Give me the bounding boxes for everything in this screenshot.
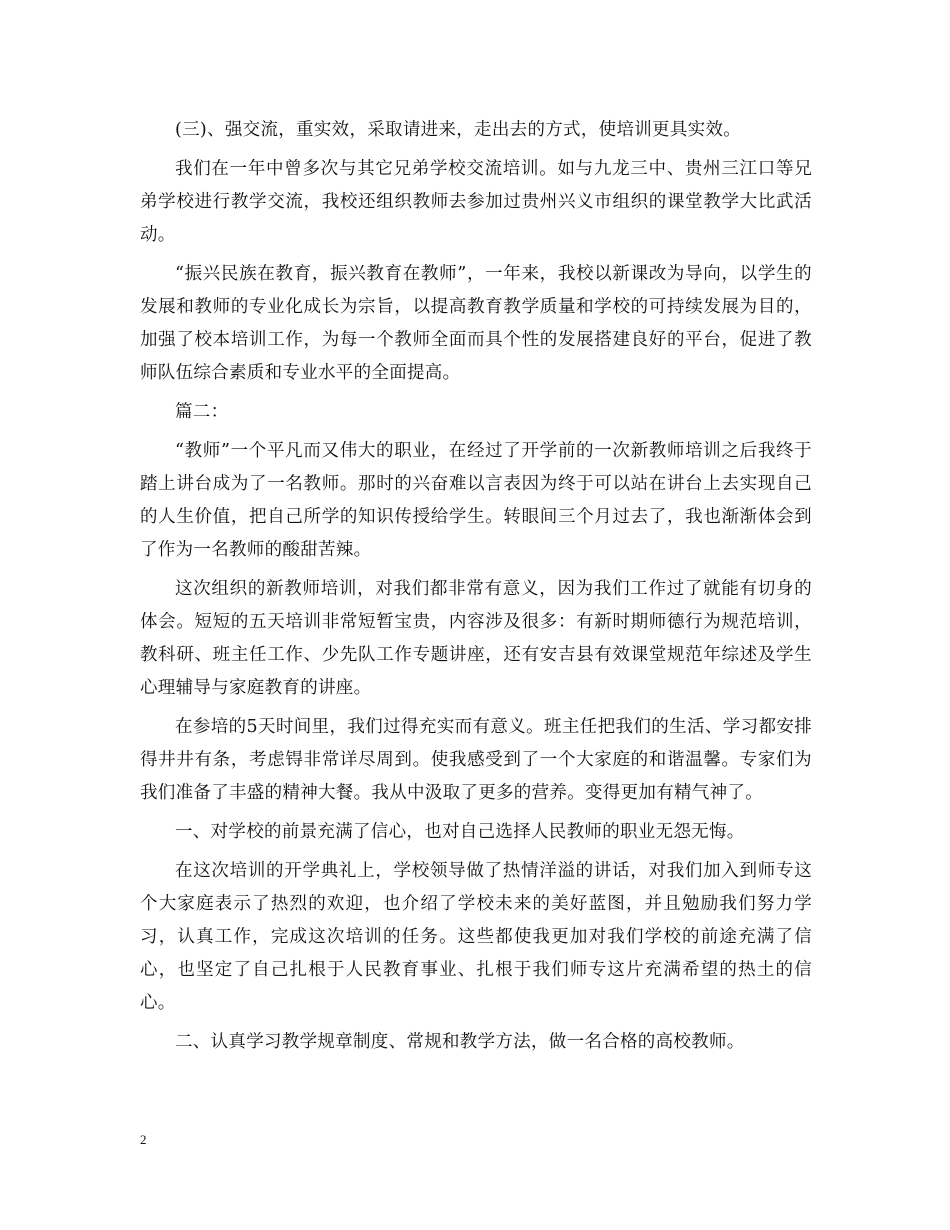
paragraph-five-days: 在参培的5天时间里，我们过得充实而有意义。班主任把我们的生活、学习都安排得井井有条，考虑锝非常详尽周到。使我感受到了一个大家庭的和谐温馨。专家们为我们准备了丰盛的精神大餐。我从中汲取了更多的营养。变得更加有精气神了。 (140, 717, 812, 803)
paragraph-summary: “振兴民族在教育，振兴教育在教师”，一年来，我校以新课改为导向，以学生的发展和教师的专业化成长为宗旨，以提高教育教学质量和学校的可持续发展为目的，加强了校本培训工作，为每一个教师全面而具个性的发展搭建良好的平台，促进了教师队伍综合素质和专业水平的全面提高。 (140, 264, 812, 383)
document-body (140, 114, 812, 1065)
paragraph-part-two-heading: 篇二： (175, 402, 229, 422)
paragraph-teacher-intro: “教师”一个平凡而又伟大的职业，在经过了开学前的一次新教师培训之后我终于踏上讲台成为了一名教师。那时的兴奋难以言表因为终于可以站在讲台上去实现自己的人生价值，把自己所学的知识传授给学生。转眼间三个月过去了，我也渐渐体会到了作为一名教师的酸甜苦辣。 (140, 441, 812, 560)
paragraph-opening-ceremony: 在这次培训的开学典礼上，学校领导做了热情洋溢的讲话，对我们加入到师专这个大家庭表示了热烈的欢迎，也介绍了学校未来的美好蓝图，并且勉励我们努力学习，认真工作，完成这次培训的任务。这些都使我更加对我们学校的前途充满了信心，也坚定了自己扎根于人民教育事业、扎根于我们师专这片充满希望的热土的信心。 (140, 861, 812, 1013)
page-number: 2 (140, 1132, 147, 1147)
paragraph-exchange-training: 我们在一年中曾多次与其它兄弟学校交流培训。如与九龙三中、贵州三江口等兄弟学校进行教学交流，我校还组织教师去参加过贵州兴义市组织的课堂教学大比武活动。 (140, 159, 812, 245)
paragraph-point-two: 二、认真学习教学规章制度、常规和教学方法，做一名合格的高校教师。 (175, 1032, 745, 1052)
paragraph-training-content: 这次组织的新教师培训，对我们都非常有意义，因为我们工作过了就能有切身的体会。短短的五天培训非常短暂宝贵，内容涉及很多：有新时期师德行为规范培训，教科研、班主任工作、少先队工作专题讲座，还有安吉县有效课堂规范年综述及学生心理辅导与家庭教育的讲座。 (140, 579, 812, 698)
paragraph-section-3-heading: (三)、强交流，重实效，采取请进来，走出去的方式，使培训更具实效。 (175, 120, 742, 140)
paragraph-point-one: 一、对学校的前景充满了信心，也对自己选择人民教师的职业无怨无悔。 (175, 822, 745, 842)
